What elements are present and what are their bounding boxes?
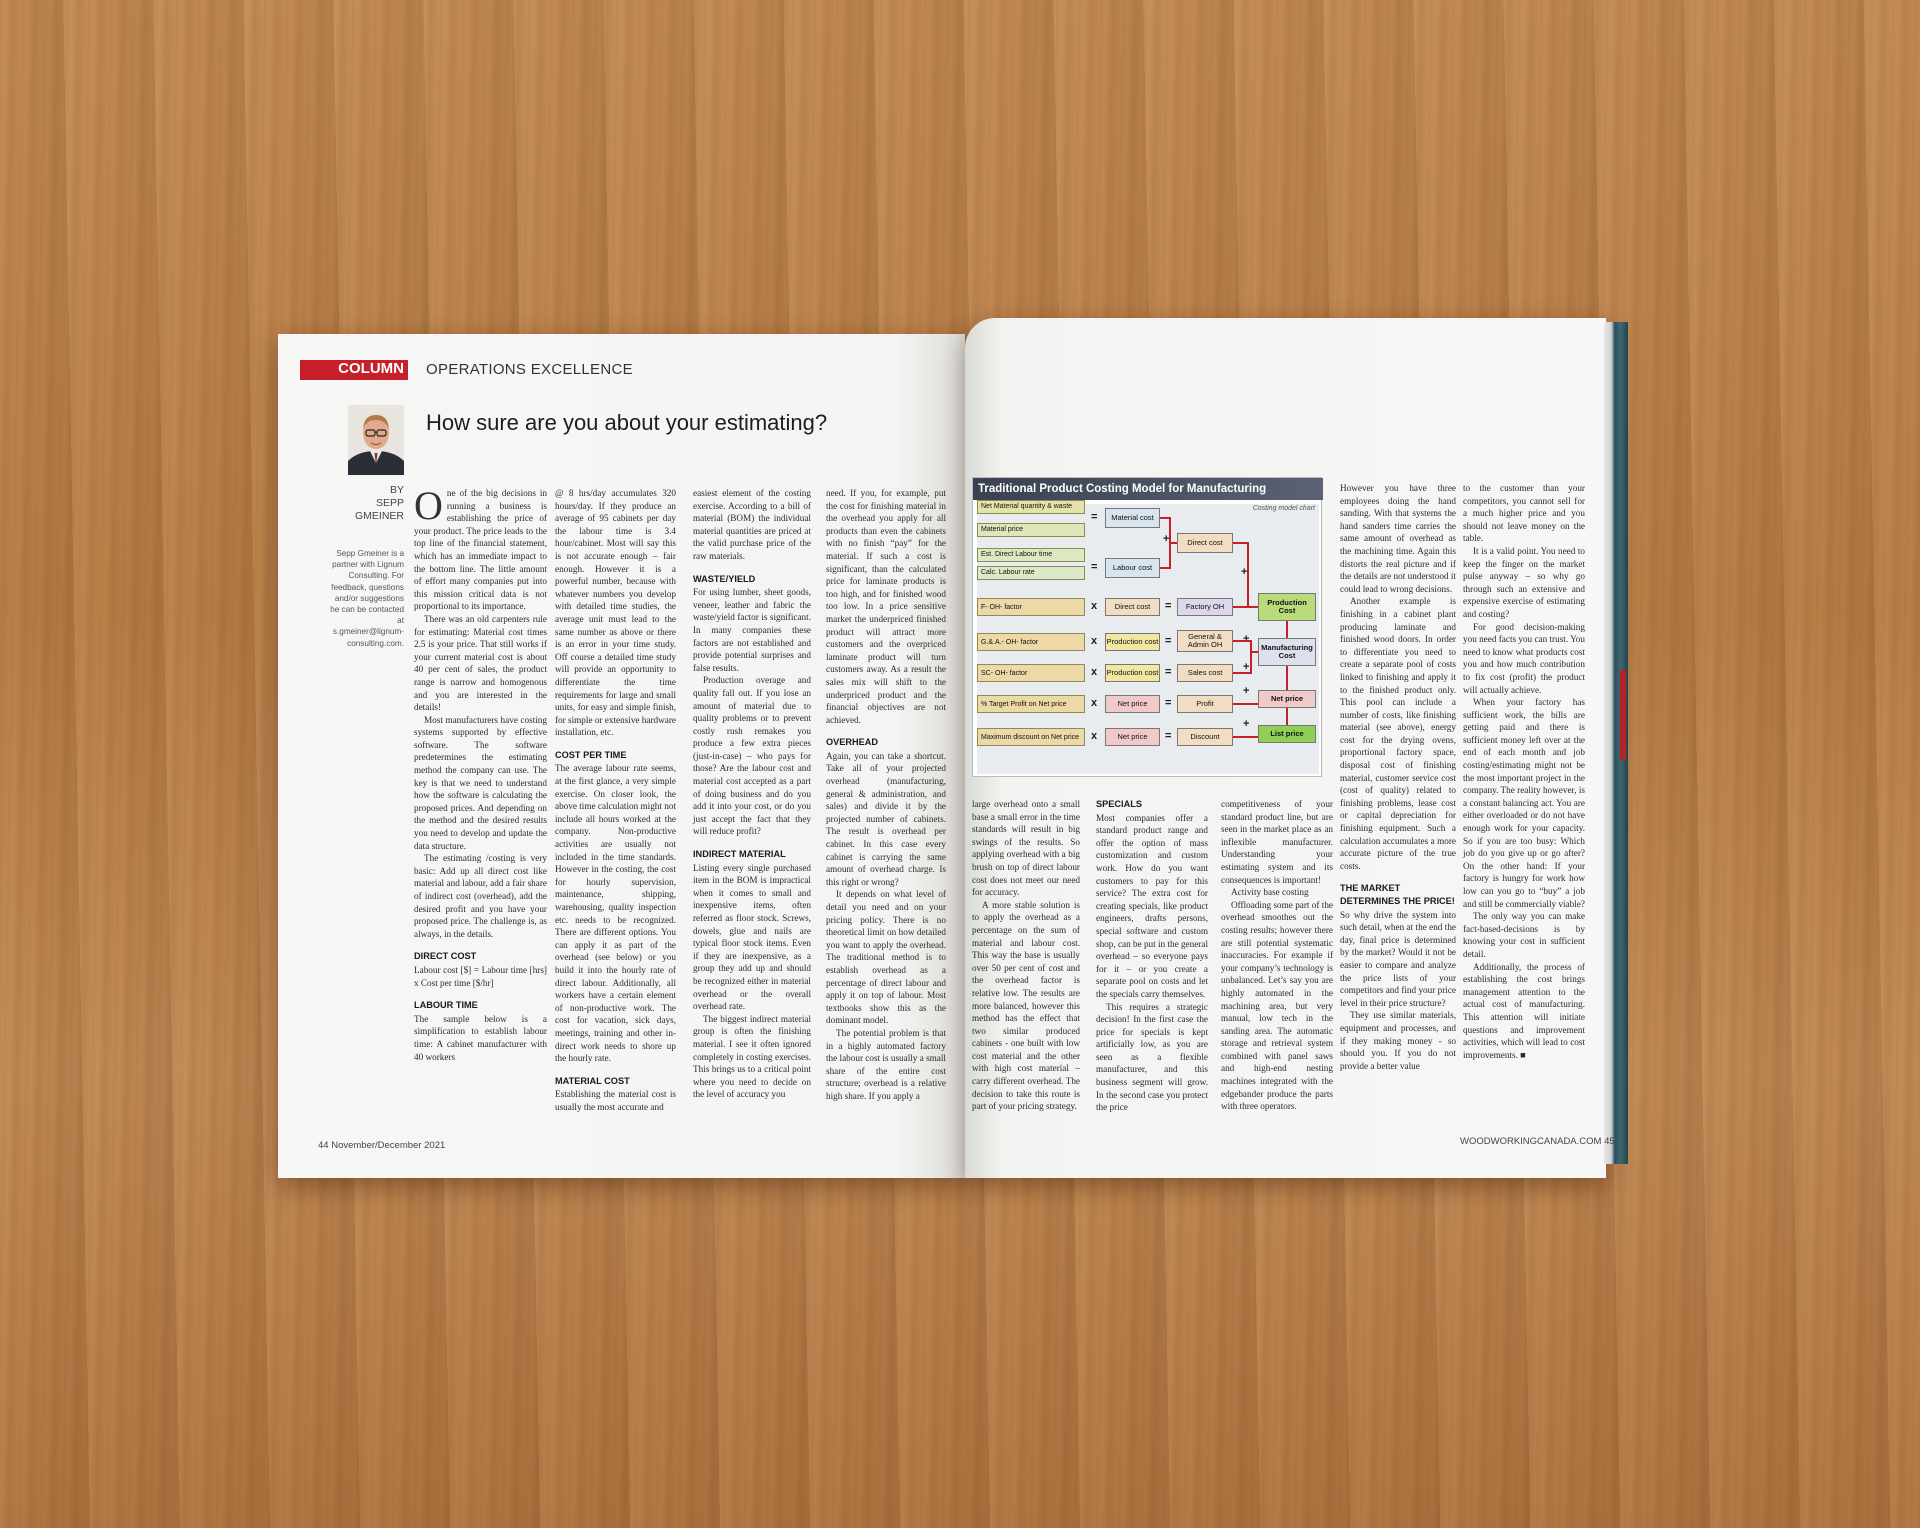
right-column-5: [1463, 482, 1585, 1061]
chart-operator: +: [1241, 566, 1248, 578]
paragraph: The potential problem is that in a highly automated factory the labour cost is usually a small share of the entire cost structure; overhead is a relative high share. If you apply a: [826, 1027, 946, 1101]
chart-input-box: Est. Direct Labour time: [977, 548, 1085, 562]
connector: [1160, 543, 1170, 568]
left-column-4: [826, 487, 946, 1103]
subheading: COST PER TIME: [555, 749, 627, 760]
chart-operator: +: [1243, 661, 1250, 673]
subheading: DIRECT COST: [414, 951, 477, 962]
subheading: LABOUR TIME: [414, 1000, 478, 1011]
subheading: THE MARKET DETERMINES THE PRICE!: [1340, 883, 1455, 906]
chart-node: Material cost: [1105, 508, 1160, 528]
connector: [1233, 641, 1258, 652]
paragraph: Most manufacturers have costing systems supported by effective software. The software predetermines the estimating method the company can use. The key is that we need to understand how the software is calculating the proposed prices. And depending on the method and the desired results you need to develop and update the data structure.: [414, 714, 547, 851]
chart-operator: x: [1091, 666, 1098, 678]
connector: [1233, 652, 1251, 673]
byline-by: BY: [389, 484, 404, 496]
section-title: OPERATIONS EXCELLENCE: [426, 361, 633, 378]
subheading: INDIRECT MATERIAL: [693, 849, 786, 860]
left-folio: 44 November/December 2021: [318, 1140, 446, 1151]
chart-operator: +: [1163, 533, 1170, 545]
left-column-2: [555, 487, 676, 1114]
chart-input-box: Net Material quantity & waste: [977, 500, 1085, 514]
chart-connectors: [973, 478, 1323, 778]
left-column-3: [693, 487, 811, 1101]
chart-operator: +: [1243, 685, 1250, 697]
paragraph: When your factory has sufficient work, the bills are getting paid and there is sufficient money left over at the end of each month and job costing/estimating might not be the most important project in the company. The reality however, is a constant balancing act. You are either overloaded or do not have enough work for your capacity. So if you are too busy: Which job do you give up or go after? On the other hand: If your factory is hungry for work how low can you go to “buy” a job and still be commercially viable?: [1463, 697, 1585, 909]
chart-input-box: F- OH- factor: [977, 598, 1085, 616]
paragraph: The only way you can make fact-based-decisions is by knowing your cost in sufficient detail.: [1463, 911, 1585, 959]
paragraph: Establishing the material cost is usually the most accurate and: [555, 1089, 676, 1112]
chart-node: Direct cost: [1177, 533, 1233, 553]
right-folio: WOODWORKINGCANADA.COM 45: [1460, 1136, 1615, 1147]
chart-node: Discount: [1177, 728, 1233, 746]
paragraph: Additionally, the process of establishing the cost brings management attention to the actual cost of manufacturing. This attention will initiate questions and improvement activities, which will lead to cost improvements. ■: [1463, 961, 1585, 1060]
costing-model-chart: [972, 477, 1322, 777]
paragraph: There was an old carpenters rule for estimating: Material cost times 2.5 is your price. That still works if your current material cost is about 40 per cent of sales, the product range is narrow and homogenous and you are interested in the details!: [414, 613, 547, 713]
author-portrait: [348, 405, 404, 475]
chart-node: Factory OH: [1177, 598, 1233, 616]
chart-node: General & Admin OH: [1177, 630, 1233, 652]
chart-input-box: Maximum discount on Net price: [977, 728, 1085, 746]
chart-input-box: SC- OH- factor: [977, 664, 1085, 682]
paragraph: Listing every single purchased item in the BOM is impractical when it comes to small and inexpensive items, often referred as floor stock. Screws, dowels, glue and nails are typical floor stock items. Even if they are inexpensive, as a group they add up and should be recognized either in material overhead or the overall overhead rate.: [693, 862, 811, 1012]
chart-input-box: G.&.A.- OH- factor: [977, 633, 1085, 651]
column-tag: COLUMN: [300, 360, 408, 378]
chart-node: Labour cost: [1105, 558, 1160, 578]
chart-node: Net price: [1105, 728, 1160, 746]
chart-node: Profit: [1177, 695, 1233, 713]
chart-operator: x: [1091, 635, 1098, 647]
chart-operator: =: [1165, 666, 1172, 678]
paragraph: However you have three employees doing the hand sanding. With that systems the hand sanders time carries the same amount of overhead as the machining time. Again this distorts the real picture and if the details are not understood it could lead to wrong decisions.: [1340, 483, 1456, 594]
paragraph: It depends on what level of detail you need and on your pricing policy. There is no theoretical limit on how detailed you want to apply the overhead. The traditional method is to establish overhead as a percentage of direct labour and apply it on top of labour. Most textbooks show this as the dominant model.: [826, 889, 946, 1026]
chart-operator: =: [1165, 697, 1172, 709]
paragraph: Most companies offer a standard product range and offer the option of mass customization and custom work. How do you want customers to pay for this service? The extra cost for creating specials, like product engineers, drafts persons, special software and custom shop, can be put in the general overhead – so everyone pays for it – or you create a separate pool on costs and let the specials carry themselves.: [1096, 812, 1208, 999]
right-column-2: [1096, 798, 1208, 1114]
chart-input-box: Material price: [977, 523, 1085, 537]
chart-operator: x: [1091, 730, 1098, 742]
chart-operator: +: [1243, 718, 1250, 730]
chart-input-box: Calc. Labour rate: [977, 566, 1085, 580]
paragraph: ne of the big decisions in running a business is establishing the price of your product. The price leads to the top line of the financial statement, which has an immediate impact to the bottom line. The little amount of effort many companies put into this mission critical data is not proportional to its importance.: [414, 488, 547, 612]
chart-total-node: Net price: [1258, 690, 1316, 708]
paragraph: easiest element of the costing exercise. According to a bill of material (BOM) the individual material quantities are priced at the valid purchase price of the raw materials.: [693, 488, 811, 561]
connector: [1160, 518, 1177, 543]
chart-total-node: List price: [1258, 725, 1316, 743]
paragraph: The estimating /costing is very basic: Add up all direct cost like material and labour, add a fair share of indirect cost (overhead), add the desired profit and you have your proposed price. The challenge is, as always, in the details.: [414, 853, 547, 939]
paragraph: A more stable solution is to apply the overhead as a percentage on the sum of material and labour cost. This way the base is usually over 50 per cent of cost and the overhead factor is relative low. The results are more balanced, however this method has the effect that two similar produced cabinets - one built with low cost material and the other with high cost material – carry different overhead. The decision to take this route is part of your pricing strategy.: [972, 899, 1080, 1112]
byline-last-name: GMEINER: [354, 510, 404, 522]
subheading: WASTE/YIELD: [693, 573, 756, 584]
paragraph: Production overage and quality fall out. If you lose an amount of material due to quality problems or to prevent costly rush remakes you produce a few extra pieces (just-in-case) – who pays for those? Are the labour cost and material cost accepted as a part of doing business and do you add it into your cost, or do you just accept the fact that they will reduce profit?: [693, 675, 811, 837]
paragraph: competitiveness of your standard product line, but are seen in the market place as an inflexible manufacturer. Understanding your estimating system and its consequences is important!: [1221, 799, 1333, 885]
chart-title: Traditional Product Costing Model for Manufacturing: [973, 478, 1323, 500]
chart-operator: =: [1165, 635, 1172, 647]
chart-operator: +: [1243, 633, 1250, 645]
paragraph: It is a valid point. You need to keep the finger on the market pulse anyway – so why go through such an extensive and expensive exercise of estimating and costing?: [1463, 545, 1585, 619]
paragraph: The sample below is a simplification to establish labour time: A cabinet manufacturer with 40 workers: [414, 1013, 547, 1062]
left-column-1: [414, 483, 547, 1063]
paragraph: The biggest indirect material group is often the finishing material. I see it often ignored completely in costing exercises. This brings us to a critical point where you need to decide on the level of accuracy you: [693, 1013, 811, 1100]
paragraph: need. If you, for example, put the cost for finishing material in the overhead you apply for all products than even the cabinets with no finish “pay” for the material. If such a cost is significant, than the calculated price for laminate products is too high, and for finished wood too low. In a price sensitive market the underpriced finished product will attract more customers and the overpriced laminate product will turn customers away. As a result the sales mix will shift to the underpriced product and the financial objectives are not achieved.: [826, 488, 946, 725]
right-column-4: [1340, 482, 1456, 1072]
chart-operator: =: [1165, 600, 1172, 612]
chart-operator: x: [1091, 697, 1098, 709]
chart-node: Production cost: [1105, 664, 1160, 682]
paragraph: The average labour rate seems, at the first glance, a very simple exercise. On closer look, the above time calculation might not include all hours worked at the company. Non-productive activities are usually not included in the time standards. However in the costing, the cost for hourly supervision, maintenance, shipping, warehousing, quality inspection etc. needs to be recognized. There are different options. You can apply it as part of the overhead (see below) or you build it into the hourly rate of direct labour. Additionally, all workers have a certain element of non-productive work. The cost for vacation, sick days, meetings, training and other in-direct work needs to shore up the hourly rate.: [555, 763, 676, 1064]
drop-cap: O: [414, 483, 443, 528]
right-column-1: [972, 798, 1080, 1113]
paragraph: to the customer than your competitors, you cannot sell for a much higher price and you should not leave money on the table.: [1463, 483, 1585, 544]
paragraph: Activity base costing: [1231, 887, 1309, 898]
byline: [330, 484, 404, 523]
chart-node: Direct cost: [1105, 598, 1160, 616]
paragraph: Offloading some part of the overhead smoothes out the costing results; however there are still potential systematic inaccuracies. For example if your company’s technology is unbalanced. Let’s say you are highly automated in the machining area, but very manual, low tech in the sanding area. The automatic storage and retrieval system combined with panel saws and high-end nesting machines integrated with the edgebander produce the parts with three operators.: [1221, 899, 1333, 1112]
paragraph: @ 8 hrs/day accumulates 320 hours/day. If they produce an average of 95 cabinets per day the labour time is 3.4 hour/cabinet. Most will say this is not accurate enough – fair enough. However it is a powerful number, because with whatever numbers you develop with detailed time studies, the average unit must lead to the same number as above or there is an error in your time study. Off course a detailed time study will provide an opportunity to differentiate the time requirements for large and small units, for easy and simple finish, for simple or extensive hardware installation, etc.: [555, 488, 676, 738]
chart-total-node: Manufacturing Cost: [1258, 638, 1316, 666]
subheading: SPECIALS: [1096, 799, 1142, 809]
page-edge-mark: [1620, 670, 1626, 760]
article-headline: How sure are you about your estimating?: [426, 410, 828, 435]
subheading: OVERHEAD: [826, 737, 879, 748]
chart-operator: =: [1091, 561, 1098, 573]
column-tag-rule: [300, 378, 408, 380]
paragraph: For using lumber, sheet goods, veneer, leather and fabric the waste/yield factor is significant. In many companies these factors are not established and provide potential surprises and false results.: [693, 587, 811, 673]
connector: [1233, 543, 1258, 607]
paragraph: Labour cost [$] = Labour time [hrs] x Cost per time [$/hr]: [414, 964, 547, 988]
paragraph: Another example is finishing in a cabinet plant producing laminate and finished wood doors. In order to differentiate you need to create a separate pool of costs linked to finishing and apply it to the finished product only. This pool can include a number of costs, like finishing material (see above), energy cost for the drying ovens, proportional factory space, disposal cost of finishing material, customer service cost (cost of quality) related to finishing problems, lease cost or capital depreciation for finishing equipment. Such a calculation accumulates a more accurate picture of the true costs.: [1340, 596, 1456, 871]
chart-input-box: % Target Profit on Net price: [977, 695, 1085, 713]
chart-operator: x: [1091, 600, 1098, 612]
chart-operator: =: [1165, 730, 1172, 742]
paragraph: This requires a strategic decision! In the first case the price for specials is kept artificially low, as you are seen as a flexible manufacturer, and this business segment will grow. In the second case you protect the price: [1096, 1001, 1208, 1113]
paragraph: So why drive the system into such detail, when at the end the day, final price is determined by the market? Would it not be easier to compare and analyze the price lists of your competitors and find your price level in their price structure?: [1340, 909, 1456, 1008]
chart-operator: =: [1091, 511, 1098, 523]
right-column-3: [1221, 798, 1333, 1113]
chart-node: Net price: [1105, 695, 1160, 713]
author-bio: Sepp Gmeiner is a partner with Lignum Consulting. For feedback, questions and/or suggestions he can be contacted at s.gmeiner@lignum-consulting.com.: [330, 549, 404, 648]
paragraph: For good decision-making you need facts you can trust. You need to know what products cost you and how much contribution to fix cost (profit) the product will actually achieve.: [1463, 621, 1585, 695]
paragraph: Again, you can take a shortcut. Take all of your projected overhead (manufacturing, general & administration, and sales) and divide it by the projected number of cabinets. The result is overhead per cabinet. In this case every cabinet is carrying the same amount of overhead charge. Is this right or wrong?: [826, 750, 946, 887]
chart-node: Production cost: [1105, 633, 1160, 651]
chart-subtitle: Costing model chart: [1252, 505, 1315, 512]
subheading: MATERIAL COST: [555, 1075, 630, 1086]
chart-node: Sales cost: [1177, 664, 1233, 682]
paragraph: large overhead onto a small base a small error in the time standards will result in big swings of the results. So applying overhead with a big brush on top of direct labour cost does not meet our need for accuracy.: [972, 799, 1080, 898]
byline-first-name: SEPP: [375, 497, 404, 509]
chart-total-node: Production Cost: [1258, 593, 1316, 621]
paragraph: They use similar materials, equipment and processes, and if they making money - so should you. If you do not provide a better value: [1340, 1010, 1456, 1071]
